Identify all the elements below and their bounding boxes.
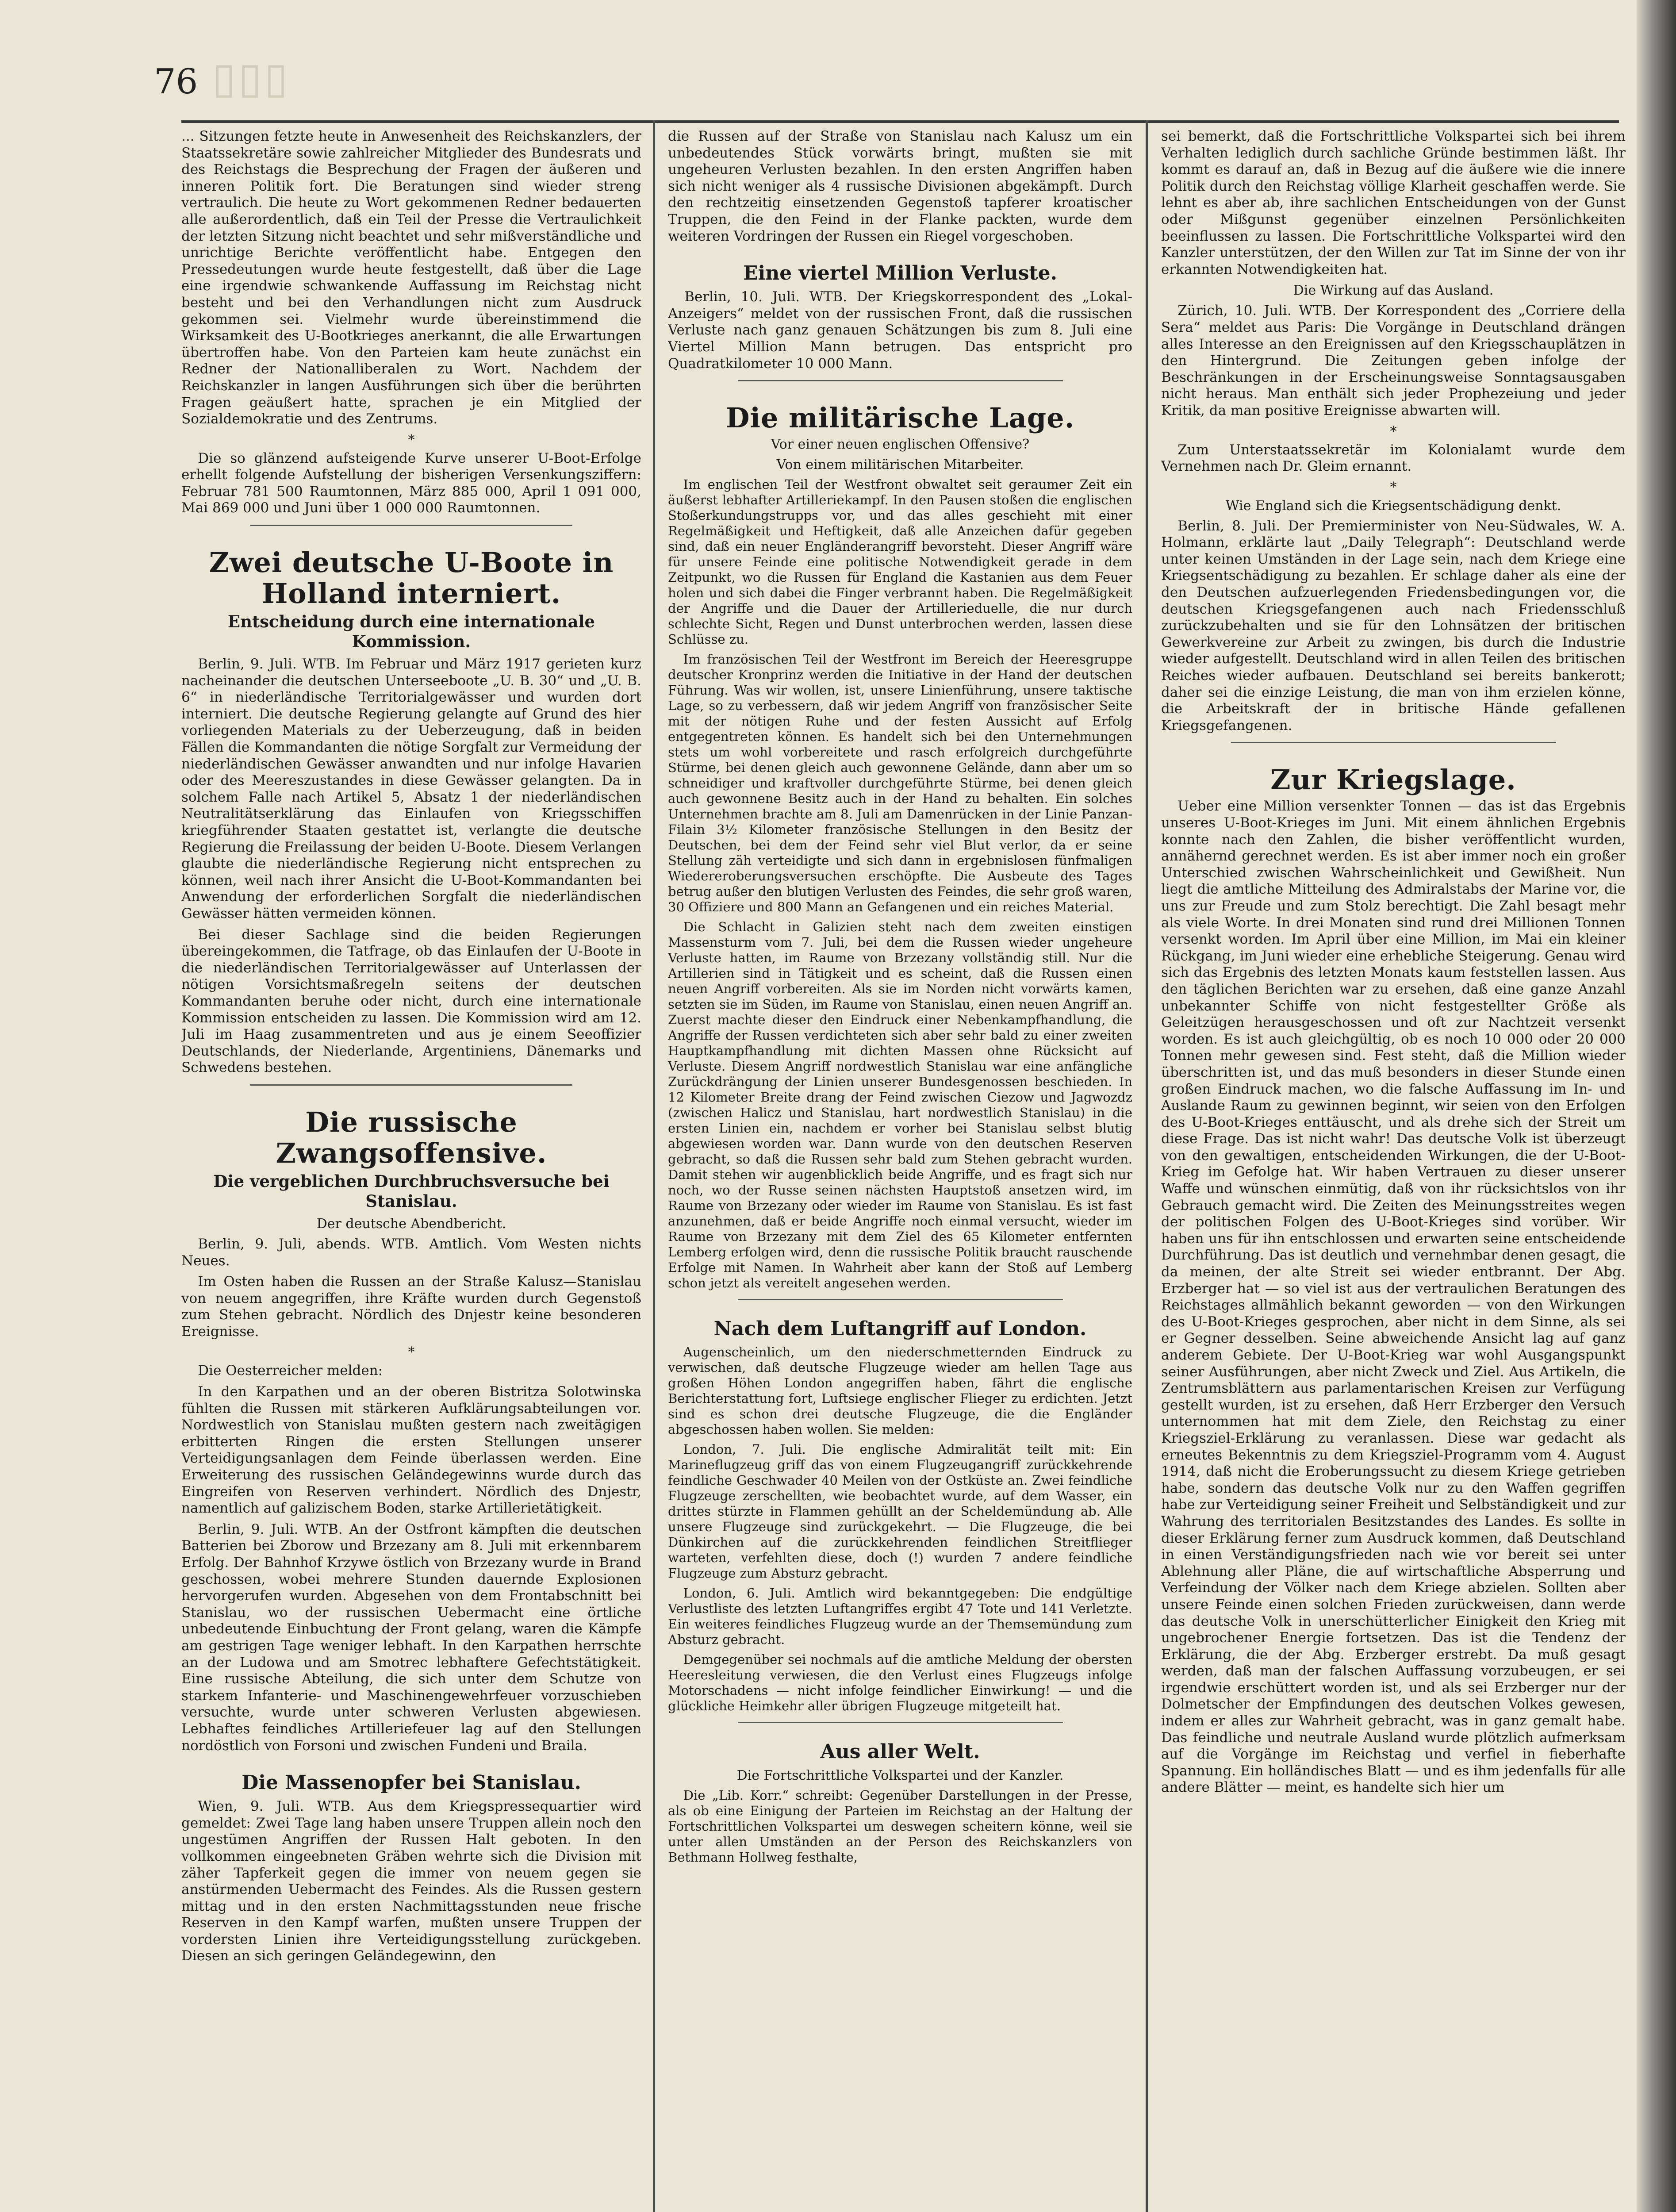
article-zuerich: Zürich, 10. Juli. WTB. Der Korrespondent des „Corriere della Sera“ meldet aus Paris: Die Vorgänge in Deutschland drängen alles Interesse an den Ereignissen auf den Kriegsschauplätzen in den Hintergrund. Die Zeitungen geben infolge der Beschränkungen in der Erscheinungsweise Sonntagsausgaben nicht heraus. Man enthält sich jeder Prophezeiung und jeder Kritik, da man positive Ereignisse abwarten will. <box>1161 303 1626 419</box>
headline-uboote-holland: Zwei deutsche U-Boote in Holland interniert. <box>209 546 614 610</box>
separator-star: * <box>408 432 415 448</box>
headline-viertel-million: Eine viertel Million Verluste. <box>743 262 1057 285</box>
caption-kriegsentschaedigung: Wie England sich die Kriegsentschädigung denkt. <box>1225 498 1561 514</box>
article-london-7-juli: London, 7. Juli. Die englische Admiralität teilt mit: Ein Marineflugzeug griff das von einem Flugzeugangriff zurückkehrende feindliche Geschwader 40 Meilen von der Ostküste an. Zwei feindliche Flugzeuge zerschellten, wie beobachtet wurde, auf dem Wasser, ein drittes stürzte in Flammen gehüllt an der Scheldemündung ab. Alle unsere Flugzeuge sind zurückgekehrt. — Die Flugzeuge, die bei Dünkirchen auf die zurückkehrenden feindlichen Streitflieger warteten, verfehlten diese, doch (!) wurden 7 andere feindliche Flugzeuge zum Absturz gebracht. <box>668 1442 1132 1581</box>
headline-massenopfer: Die Massenopfer bei Stanislau. <box>242 1771 581 1794</box>
caption-abendbericht: Der deutsche Abendbericht. <box>316 1216 506 1232</box>
page-number: 76 <box>154 62 198 102</box>
article-karpathen: In den Karpathen und an der oberen Bistritza Solotwinska fühlten die Russen mit stärkeren Aufklärungsabteilungen vor. Nordwestlich von Stanislau mußten gestern nach zweitägigen erbitterten Ringen die ersten Stellungen unserer Verteidigungsanlagen dem Feinde überlassen werden. Eine Erweiterung des russischen Geländegewinns wurde durch das Eingreifen von Reserven verhindert. Nördlich des Dnjestr, namentlich auf galizischem Boden, starke Artillerietätigkeit. <box>181 1384 641 1517</box>
headline-aus-aller-welt: Aus aller Welt. <box>820 1740 980 1763</box>
article-volkspartei-text: Die „Lib. Korr.“ schreibt: Gegenüber Darstellungen in der Presse, als ob eine Einigung der Parteien im Reichstag an der Haltung der Fortschrittlichen Volkspartei um deswegen scheitern könne, weil sie unter allen Umständen an der Person des Reichskanzlers von Bethmann Hollweg festhalte, <box>668 1788 1132 1865</box>
headline-zur-kriegslage: Zur Kriegslage. <box>1270 764 1516 796</box>
article-abendbericht-1: Berlin, 9. Juli, abends. WTB. Amtlich. Vom Westen nichts Neues. <box>181 1236 641 1269</box>
article-uboot-figures: Die so glänzend aufsteigende Kurve unserer U-Boot-Erfolge erhellt folgende Aufstellung der bisherigen Versenkungsziffern: Februar 781 500 Raumtonnen, März 885 000, April 1 091 000, Mai 869 000 und Juni über 1 000 000 Raumtonnen. <box>181 450 641 516</box>
article-neu-suedwales: Berlin, 8. Juli. Der Premierminister von Neu-Südwales, W. A. Holmann, erklärte laut „Daily Telegraph“: Deutschland werde unter keinen Umständen in der Lage sein, nach dem Kriege eine Kriegsentschädigung zu bezahlen. Er schlage daher als eine der den Deutschen aufzuerlegenden Friedensbedingungen vor, die deutschen Kriegsgefangenen auch nach Friedensschluß zurückzubehalten und sie für den Lohnsätzen der britischen Gewerkvereine zur Arbeit zu zwingen, bis durch die Industrie wieder aufgestellt. Deutschland wird in allen Teilen des britischen Reiches wieder aufbauen. Deutschland sei bereits bankerott; daher sei die einzige Leistung, die man von ihm erzielen könne, die Arbeitskraft der in britische Hände gefallenen Kriegsgefangenen. <box>1161 518 1626 733</box>
byline-mitarbeiter: Von einem militärischen Mitarbeiter. <box>776 457 1024 473</box>
article-heeresleitung: Demgegenüber sei nochmals auf die amtliche Meldung der obersten Heeresleitung verwiesen, die den Verlust eines Flugzeugs infolge Motorschadens — nicht infolge feindlicher Einwirkung! — und die glückliche Heimkehr aller übrigen Flugzeuge mitgeteilt hat. <box>668 1652 1132 1714</box>
article-westfront-englisch: Im englischen Teil der Westfront obwaltet seit geraumer Zeit ein äußerst lebhafter Artilleriekampf. In den Pausen stoßen die englischen Stoßerkundungstrupps vor, und das alles geschieht mit einer Regelmäßigkeit und Heftigkeit, daß alle Anzeichen dafür gegeben sind, daß ein neuer Engländerangriff bevorsteht. Dieser Angriff wäre für unsere Feinde eine politische Notwendigkeit gerade in dem Zeitpunkt, wo die Russen für England die Kastanien aus dem Feuer holen und sich dabei die Finger verbrannt haben. Die Regelmäßigkeit der Angriffe und die Dauer der Artillerieduelle, die nur durch schlechte Sicht, Regen und Dunst unterbrochen werden, lassen diese Schlüsse zu. <box>668 477 1132 647</box>
column-rule-1 <box>653 120 655 2212</box>
article-abendbericht-2: Im Osten haben die Russen an der Straße Kalusz—Stanislau von neuem angegriffen, ihre Kräfte wurden durch Gegenstoß zum Stehen gebracht. Nördlich des Dnjestr keine besonderen Ereignisse. <box>181 1274 641 1340</box>
article-volkspartei-cont: sei bemerkt, daß die Fortschrittliche Volkspartei sich bei ihrem Verhalten lediglich durch sachliche Gründe bestimmen läßt. Ihr kommt es darauf an, daß in Bezug auf die äußere wie die innere Politik durch den Reichstag völlige Klarheit geschaffen werde. Sie lehnt es aber ab, ihre sachlichen Entscheidungen von der Gunst oder Mißgunst gegenüber einzelnen Persönlichkeiten beeinflussen zu lassen. Die Fortschrittliche Volkspartei wird den Kanzler unterstützen, der den Willen zur Tat im Sinne der von ihr erkannten Notwendigkeiten hat. <box>1161 128 1626 277</box>
column-2 <box>668 128 1132 2212</box>
column-rule-2 <box>1146 120 1148 2212</box>
subheadline-durchbruch: Die vergeblichen Durchbruchsversuche bei Stanislau. <box>213 1171 610 1211</box>
divider <box>250 525 572 526</box>
article-london-6-juli: London, 6. Juli. Amtlich wird bekanntgegeben: Die endgültige Verlustliste des letzten Luftangriffes ergibt 47 Tote und 141 Verletzte. Ein weiteres feindliches Flugzeug wurde an der Themsemündung zum Absturz gebracht. <box>668 1586 1132 1647</box>
divider <box>738 380 1063 381</box>
subheadline-kommission: Entscheidung durch eine internationale Kommission. <box>227 612 595 652</box>
article-kolonialamt: Zum Unterstaatssekretär im Kolonialamt wurde dem Vernehmen nach Dr. Gleim ernannt. <box>1161 442 1626 475</box>
top-rule <box>181 120 1619 123</box>
subheadline-volkspartei: Die Fortschrittliche Volkspartei und der Kanzler. <box>736 1768 1064 1784</box>
article-ostfront: Berlin, 9. Juli. WTB. An der Ostfront kämpften die deutschen Batterien bei Zborow und Brzezany am 8. Juli mit erkennbarem Erfolg. Der Bahnhof Krzywe östlich von Brzezany wurde in Brand geschossen, wobei mehrere Stunden dauernde Explosionen hervorgerufen wurden. Abgesehen von dem Frontabschnitt bei Stanislau, wo der russischen Uebermacht eine örtliche unbedeutende Einbuchtung der Front gelang, waren die Kämpfe am gestrigen Tage weniger lebhaft. In den Karpathen herrschte an der Ludowa und am Smotrec lebhaftere Gefechtstätigkeit. Eine russische Abteilung, die sich unter dem Schutze von starkem Infanterie- und Maschinengewehrfeuer vorzuschieben versuchte, wurde unter schweren Verlusten abgewiesen. Lebhaftes feindliches Artilleriefeuer lag auf den Stellungen nordöstlich von Forsoni und zwischen Fundeni und Braila. <box>181 1521 641 1754</box>
divider <box>250 1084 572 1086</box>
article-viertel-million-text: Berlin, 10. Juli. WTB. Der Kriegskorrespondent des „Lokal-Anzeigers“ meldet von der russischen Front, daß die russischen Verluste nach ganz genauen Schätzungen bis zum 8. Juli eine Viertel Million Mann betrugen. Das entspricht pro Quadratkilometer 10 000 Mann. <box>668 289 1132 372</box>
separator-star: * <box>1390 423 1397 439</box>
headline-militaerische-lage: Die militärische Lage. <box>725 402 1075 434</box>
divider <box>738 1299 1063 1300</box>
article-galizien: Die Schlacht in Galizien steht nach dem zweiten einstigen Massensturm vom 7. Juli, bei dem die Russen wieder ungeheure Verluste hatten, im Raume von Brzezany vollständig still. Nur die Artillerien sind in Tätigkeit und es scheint, daß die Russen einen neuen Angriff vorbereiten. Als sie im Norden nicht vorwärts kamen, setzten sie im Süden, im Raume von Stanislau, einen neuen Angriff an. Zuerst machte dieser den Eindruck einer Nebenkampfhandlung, die Angriffe der Russen verdichteten sich aber sehr bald zu einer zweiten Hauptkampfhandlung mit dichten Massen ohne Rücksicht auf Verluste. Diesem Angriff nordwestlich Stanislau war eine anfängliche Zurückdrängung der Linien unserer Bundesgenossen beschieden. In 12 Kilometer Breite drang der Feind zwischen Ciezow und Jagwozdz (zwischen Halicz und Stanislau, hart nordwestlich Stanislau) in die ersten Linien ein, nachdem er vorher bei Stanislau selbst blutig abgewiesen worden war. Dann wurde von den deutschen Reserven gebracht, so daß die Russen sehr bald zum Stehen gebracht wurden. Damit stehen wir augenblicklich beide Angriffe, und es fragt sich nur noch, wo der Russe seinen nächsten Hauptstoß ansetzen wird, im Raume von Brzezany oder wieder im Raume von Stanislau. Es ist fast anzunehmen, daß er beide Angriffe noch einmal versucht, wieder im Raume von Brzezany mit dem Ziel des 65 Kilometer entfernten Lemberg erfolgen wird, denn die russische Politik braucht rauschende Erfolge mit Namen. In Wahrheit aber kann der Stoß auf Lemberg schon jetzt als vereitelt angesehen werden. <box>668 919 1132 1291</box>
separator-star: * <box>408 1344 415 1360</box>
divider <box>738 1722 1063 1723</box>
faint-pencil-mark: ▯▯▯ <box>212 53 291 103</box>
separator-star: * <box>1390 479 1397 495</box>
article-uboote-holland-text-2: Bei dieser Sachlage sind die beiden Regierungen übereingekommen, die Tatfrage, ob das Einlaufen der U-Boote in die niederländischen Territorialgewässer auf Unterlassen der nötigen Vorsichtsmaßregeln seitens der deutschen Kommandanten beruhe oder nicht, durch eine internationale Kommission entscheiden zu lassen. Die Kommission wird am 12. Juli im Haag zusammentreten und aus je einem Seeoffizier Deutschlands, der Niederlande, Argentiniens, Dänemarks und Schwedens bestehen. <box>181 926 641 1076</box>
article-uboote-holland-text: Berlin, 9. Juli. WTB. Im Februar und März 1917 gerieten kurz nacheinander die deutschen Unterseeboote „U. B. 30“ und „U. B. 6“ in niederländische Territorialgewässer und wurden dort interniert. Die deutsche Regierung gelangte auf Grund des hier vorliegenden Materials zu der Ueberzeugung, daß in beiden Fällen die Kommandanten die nötige Sorgfalt zur Vermeidung der niederländischen Gewässer anwandten und nur infolge Havarien oder des Meereszustandes in diese Gewässer gelangten. Da in solchem Falle nach Artikel 5, Absatz 1 der niederländischen Neutralitätserklärung das Einlaufen von Kriegsschiffen kriegführender Staaten gestattet ist, verlangte die deutsche Regierung die Freilassung der beiden U-Boote. Diesem Verlangen glaubte die niederländische Regierung nicht entsprechen zu können, weil nach ihrer Ansicht die U-Boot-Kommandanten bei Anwendung der erforderlichen Sorgfalt die niederländischen Gewässer hätten vermeiden können. <box>181 656 641 922</box>
page-edge <box>1637 0 1676 2212</box>
subheadline-offensive: Vor einer neuen englischen Offensive? <box>771 437 1030 453</box>
column-3 <box>1161 128 1626 2212</box>
caption-wirkung-ausland: Die Wirkung auf das Ausland. <box>1293 283 1494 299</box>
article-reichstag-text: ... Sitzungen fetzte heute in Anwesenheit des Reichskanzlers, der Staatssekretäre sowie zahlreicher Mitglieder des Bundesrats und des Reichstags die Besprechung der Fragen der äußeren und inneren Politik fort. Die Beratungen sind wieder streng vertraulich. Die heute zu Wort gekommenen Redner bedauerten alle außerordentlich, daß ein Teil der Presse die Vertraulichkeit der letzten Sitzung nicht beachtet und sehr mißverständliche und unrichtige Berichte veröffentlicht habe. Entgegen den Pressedeutungen wurde heute festgestellt, daß über die Lage eine irgendwie schwankende Auffassung im Reichstag nicht besteht und bei den Verhandlungen nicht zum Ausdruck gekommen sei. Vielmehr wurde übereinstimmend die Wirksamkeit des U-Bootkrieges anerkannt, die alle Erwartungen übertroffen habe. Von den Parteien kam heute zunächst ein Redner der Nationalliberalen zu Wort. Nachdem der Reichskanzler in langen Ausführungen sich über die berührten Fragen geäußert hatte, sprachen je ein Mitglied der Sozialdemokratie und des Zentrums. <box>181 128 641 427</box>
article-stanislau-cont: die Russen auf der Straße von Stanislau nach Kalusz um ein unbedeutendes Stück vorwärts bringt, mußten sie mit ungeheuren Verlusten bezahlen. In den ersten Angriffen haben sich nicht weniger als 4 russische Divisionen abgekämpft. Durch den rechtzeitig einsetzenden Gegenstoß tapferer kroatischer Truppen, die den Feind in der Flanke packten, wurde dem weiteren Vordringen der Russen ein Riegel vorgeschoben. <box>668 128 1132 244</box>
article-massenopfer-text: Wien, 9. Juli. WTB. Aus dem Kriegspressequartier wird gemeldet: Zwei Tage lang haben unsere Truppen allein noch den ungestümen Angriffen der Russen Halt geboten. In den vollkommen eingeebneten Gräben wehrte sich die Division mit zäher Tapferkeit gegen die immer von neuem gegen sie anstürmenden Uebermacht des Feindes. Als die Russen gestern mittag und in den ersten Nachmittagsstunden neue frische Reserven in den Kampf warfen, mußten unsere Truppen der vordersten Linien ihre Verteidigungsstellung zurückgeben. Diesen an sich geringen Geländegewinn, den <box>181 1798 641 1964</box>
article-westfront-franzoesisch: Im französischen Teil der Westfront im Bereich der Heeresgruppe deutscher Kronprinz werden die Initiative in der Hand der deutschen Führung. Was wir wollen, ist, unsere Linienführung, unsere taktische Lage, so zu verbessern, daß wir jedem Angriff von französischer Seite mit der nötigen Ruhe und der festen Aussicht auf Erfolg entgegentreten können. Es handelt sich bei den Unternehmungen stets um wohl vorbereitete und rasch erfolgreich durchgeführte Stürme, bei denen gleich auch gewonnene Gelände, dann aber um so schneidiger und kraftvoller durchgeführte Stürme, bei denen gleich auch gewonnene Besitz auch in der Hand zu behalten. Ein solches Unternehmen brachte am 8. Juli am Damenrücken in der Linie Panzan-Filain 3½ Kilometer französische Stellungen in den Besitz der Deutschen, bei dem der Feind sehr viel Blut verlor, da er seine Stellung zäh verteidigte und sich dann in ergebnislosen fünfmaligen Wiedereroberungsversuchen erschöpfte. Die Ausbeute des Tages betrug außer den blutigen Verlusten des Feindes, die sehr groß waren, 30 Offiziere und 800 Mann an Gefangenen und ein reiches Material. <box>668 652 1132 915</box>
article-oesterreicher-lead: Die Oesterreicher melden: <box>198 1363 383 1379</box>
headline-luftangriff-london: Nach dem Luftangriff auf London. <box>713 1317 1087 1340</box>
article-kriegslage-text: Ueber eine Million versenkter Tonnen — das ist das Ergebnis unseres U-Boot-Krieges im Juni. Mit einem ähnlichen Ergebnis konnte nach den Zahlen, die bisher veröffentlicht wurden, annähernd gerechnet werden. Es ist aber immer noch ein großer Unterschied zwischen Wahrscheinlichkeit und Gewißheit. Nun liegt die amtliche Mitteilung des Admiralstabs der Marine vor, die uns zur Freude und zum Stolz berechtigt. Die Zahl besagt mehr als viele Worte. In drei Monaten sind rund drei Millionen Tonnen versenkt worden. Im April über eine Million, im Mai ein kleiner Rückgang, im Juni wieder eine erhebliche Steigerung. Genau wird sich das Ergebnis des letzten Monats kaum feststellen lassen. Aus den täglichen Berichten war zu ersehen, daß eine ganze Anzahl unbekannter Schiffe von nicht festgestellter Größe als Geleitzügen herausgeschossen und oft zur Nachtzeit versenkt worden. Es ist auch gleichgültig, ob es noch 10 000 oder 20 000 Tonnen mehr gewesen sind. Fest steht, daß die Million wieder überschritten ist, und das muß besonders in dieser Stunde einen großen Eindruck machen, wo die falsche Auffassung im In- und Auslande Raum zu gewinnen beginnt, wir seien von den Erfolgen des U-Boot-Krieges enttäuscht, und als drehe sich der Streit um diese Frage. Das ist nicht wahr! Das deutsche Volk ist überzeugt von den gewaltigen, entscheidenden Wirkungen, die der U-Boot-Krieg im Gefolge hat. Wir haben Vertrauen zu dieser unserer Waffe und wünschen einmütig, daß von ihr rücksichtslos von ihr Gebrauch gemacht wird. Die Zeiten des Meinungsstreites wegen der politischen Folgen des U-Boot-Krieges sind vorüber. Wir haben uns für ihn entschlossen und erwarten seine entscheidende Durchführung. Das ist deutlich und vernehmbar denen gesagt, die da meinen, der alte Streit sei wieder entbrannt. Der Abg. Erzberger hat — so viel ist aus der vertraulichen Beratungen des Reichstages allmählich bekannt geworden — von den Wirkungen des U-Boot-Krieges gesprochen, aber nicht in dem Sinne, als sei er Gegner desselben. Seine abweichende Ansicht lag auf ganz anderem Gebiete. Der U-Boot-Krieg war wohl Ausgangspunkt seiner Ausführungen, aber nicht Zweck und Ziel. Aus Artikeln, die Zentrumsblättern aus parlamentarischen Kreisen zur Verfügung gestellt wurden, ist zu ersehen, daß Herr Erzberger den Versuch unternommen hat mit dem Ziele, den Reichstag zu einer Kriegsziel-Erklärung zu veranlassen. Diese war gedacht als erneutes Bekenntnis zu dem Kriegsziel-Programm vom 4. August 1914, daß nicht die Eroberungssucht zu diesem Kriege getrieben habe, sondern das deutsche Volk nur zu den Waffen gegriffen habe zur Verteidigung seiner Freiheit und Selbständigkeit und zur Wahrung des territorialen Besitzstandes des Landes. Es sollte in dieser Erklärung ferner zum Ausdruck kommen, daß Deutschland in einen Verständigungsfrieden nach wie vor bereit sei unter Ablehnung aller Pläne, die auf wirtschaftliche Absperrung und Verfeindung der Völker nach dem Kriege abzielen. Sollten aber unsere Feinde einen solchen Frieden zurückweisen, dann werde das deutsche Volk in unerschütterlicher Einigkeit den Krieg mit ungebrochener Energie fortsetzen. Das ist die Tendenz der Erklärung, die der Abg. Erzberger erstrebt. Da muß gesagt werden, daß man der falschen Auffassung vorzubeugen, er sei irgendwie erschüttert worden ist, und als sei Erzberger nur der Dolmetscher der Empfindungen des deutschen Volkes gewesen, indem er alles zur Wahrheit gebracht, was in ganz gemalt habe. Das feindliche und neutrale Ausland wurde plötzlich aufmerksam auf die Vorgänge im Reichstag und verfiel in fieberhafte Spannung. Ein holländisches Blatt — und es ihm jedenfalls für alle andere Blätter — meint, es handelte sich hier um <box>1161 798 1626 1796</box>
headline-zwangsoffensive: Die russische Zwangsoffensive. <box>276 1106 547 1169</box>
divider <box>1231 742 1556 743</box>
column-1 <box>181 128 641 2212</box>
article-luftangriff-text: Augenscheinlich, um den niederschmetternden Eindruck zu verwischen, daß deutsche Flugzeuge wieder am hellen Tage aus großen Höhen London angegriffen haben, fährt die englische Berichterstattung fort, Luftsiege englischer Flieger zu erdichten. Jetzt sind es schon drei deutsche Flugzeuge, die die Engländer abgeschossen haben wollen. Sie melden: <box>668 1344 1132 1437</box>
